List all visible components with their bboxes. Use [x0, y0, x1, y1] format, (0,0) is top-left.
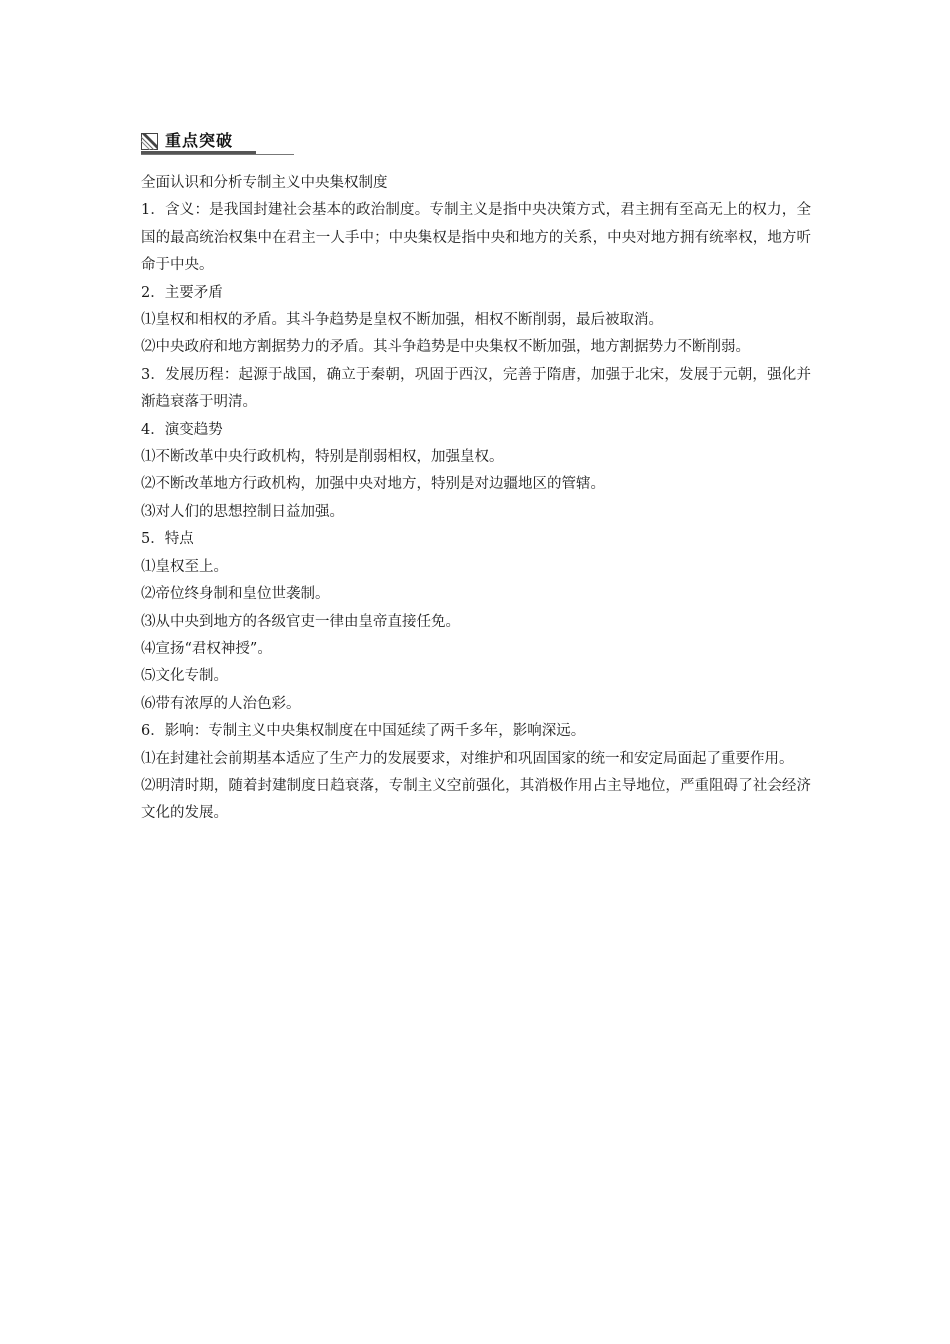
section-header [141, 130, 294, 156]
heading-evolution-trend: 4．演变趋势 [141, 421, 223, 438]
list-item: ⑴不断改革中央行政机构，特别是削弱相权，加强皇权。 [141, 449, 504, 466]
list-item: ⑵明清时期，随着封建制度日趋衰落，专制主义空前强化，其消极作用占主导地位，严重阻碍了社会经济文化的发展。 [141, 777, 811, 822]
list-item: ⑴皇权至上。 [141, 558, 228, 575]
topic-heading: 全面认识和分析专制主义中央集权制度 [141, 175, 388, 191]
list-item: ⑵中央政府和地方割据势力的矛盾。其斗争趋势是中央集权不断加强，地方割据势力不断削弱。 [141, 339, 750, 356]
heading-features: 5．特点 [141, 531, 194, 548]
header-underline-thin [141, 154, 294, 155]
list-item: ⑸文化专制。 [141, 668, 228, 685]
list-item: ⑴在封建社会前期基本适应了生产力的发展要求，对维护和巩固国家的统一和安定局面起了重要作用。 [141, 750, 794, 767]
paragraph-influence: 6．影响：专制主义中央集权制度在中国延续了两千多年，影响深远。 [141, 723, 586, 740]
document-body [141, 170, 811, 828]
diagonal-stripe-icon [141, 133, 158, 150]
list-item: ⑹带有浓厚的人治色彩。 [141, 695, 301, 712]
list-item: ⑷宣扬“君权神授”。 [141, 640, 272, 657]
heading-main-contradictions: 2．主要矛盾 [141, 284, 223, 301]
list-item: ⑶对人们的思想控制日益加强。 [141, 503, 344, 520]
list-item: ⑴皇权和相权的矛盾。其斗争趋势是皇权不断加强，相权不断削弱，最后被取消。 [141, 312, 663, 329]
list-item: ⑶从中央到地方的各级官吏一律由皇帝直接任免。 [141, 613, 460, 630]
paragraph-development: 3．发展历程：起源于战国，确立于秦朝，巩固于西汉，完善于隋唐，加强于北宋，发展于元朝，强化并渐趋衰落于明清。 [141, 366, 811, 411]
section-title: 重点突破 [165, 131, 234, 150]
list-item: ⑵不断改革地方行政机构，加强中央对地方，特别是对边疆地区的管辖。 [141, 476, 605, 493]
paragraph-meaning: 1．含义：是我国封建社会基本的政治制度。专制主义是指中央决策方式，君主拥有至高无上的权力，全国的最高统治权集中在君主一人手中；中央集权是指中央和地方的关系，中央对地方拥有统率权，地方听命于中央。 [141, 202, 811, 274]
list-item: ⑵帝位终身制和皇位世袭制。 [141, 586, 330, 603]
